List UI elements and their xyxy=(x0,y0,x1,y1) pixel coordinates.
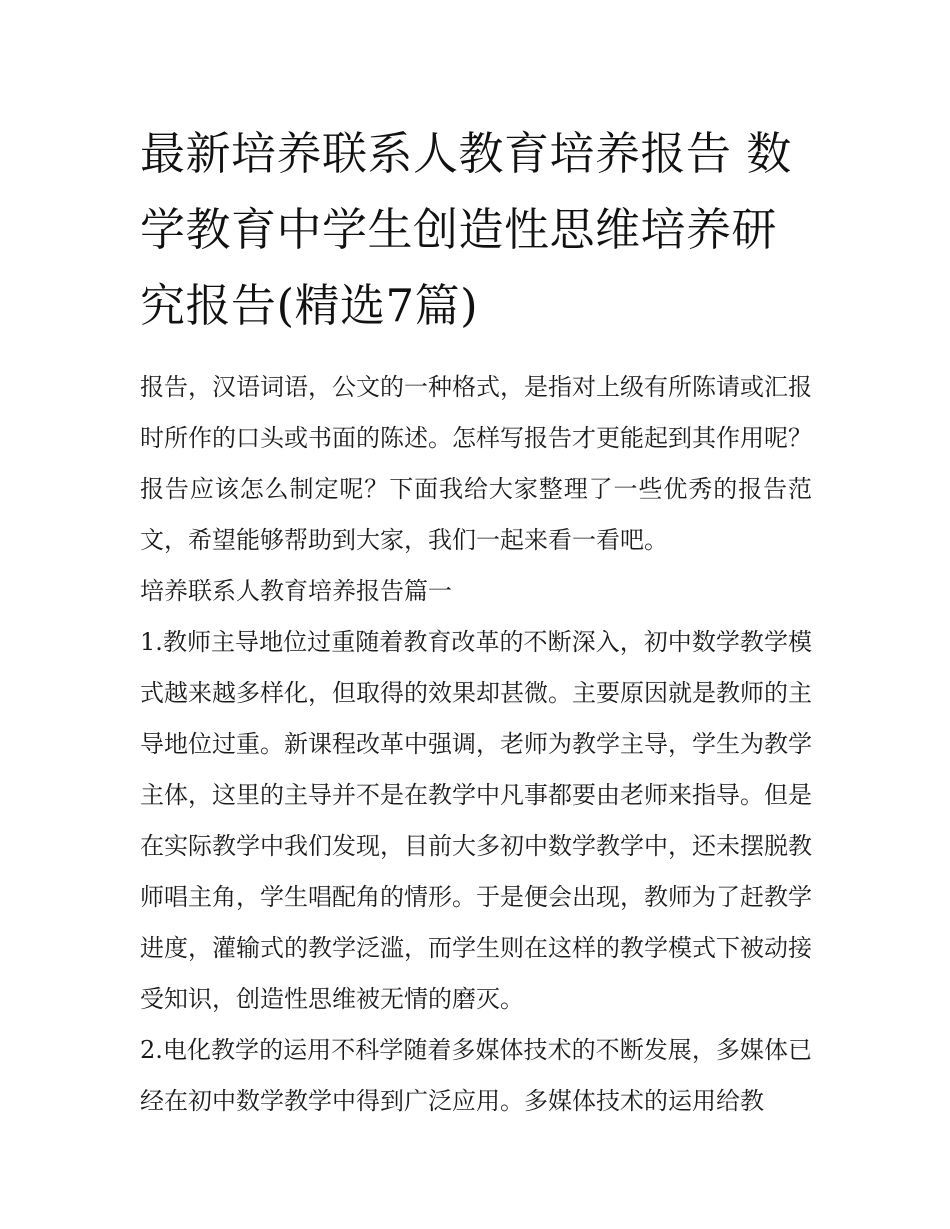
document-title: 最新培养联系人教育培养报告 数学教育中学生创造性思维培养研究报告(精选7篇) xyxy=(140,127,792,332)
body-paragraph-2: 2.电化教学的运用不科学随着多媒体技术的不断发展，多媒体已经在初中数学教学中得到广泛应用。多媒体技术的运用给教 xyxy=(140,1036,812,1115)
document-body xyxy=(140,116,812,1127)
section-heading: 培养联系人教育培养报告篇一 xyxy=(140,577,452,605)
body-paragraph-1: 1.教师主导地位过重随着教育改革的不断深入，初中数学教学模式越来越多样化，但取得的效果却甚微。主要原因就是教师的主导地位过重。新课程改革中强调，老师为教学主导，学生为教学主体，这里的主导并不是在教学中凡事都要由老师来指导。但是在实际教学中我们发现，目前大多初中数学教学中，还未摆脱教师唱主角，学生唱配角的情形。于是便会出现，教师为了赶教学进度，灌输式的教学泛滥，而学生则在这样的教学模式下被动接受知识，创造性思维被无情的磨灭。 xyxy=(140,628,812,1013)
intro-paragraph: 报告，汉语词语，公文的一种格式，是指对上级有所陈请或汇报时所作的口头或书面的陈述。怎样写报告才更能起到其作用呢？报告应该怎么制定呢？下面我给大家整理了一些优秀的报告范文，希望能够帮助到大家，我们一起来看一看吧。 xyxy=(140,373,812,554)
